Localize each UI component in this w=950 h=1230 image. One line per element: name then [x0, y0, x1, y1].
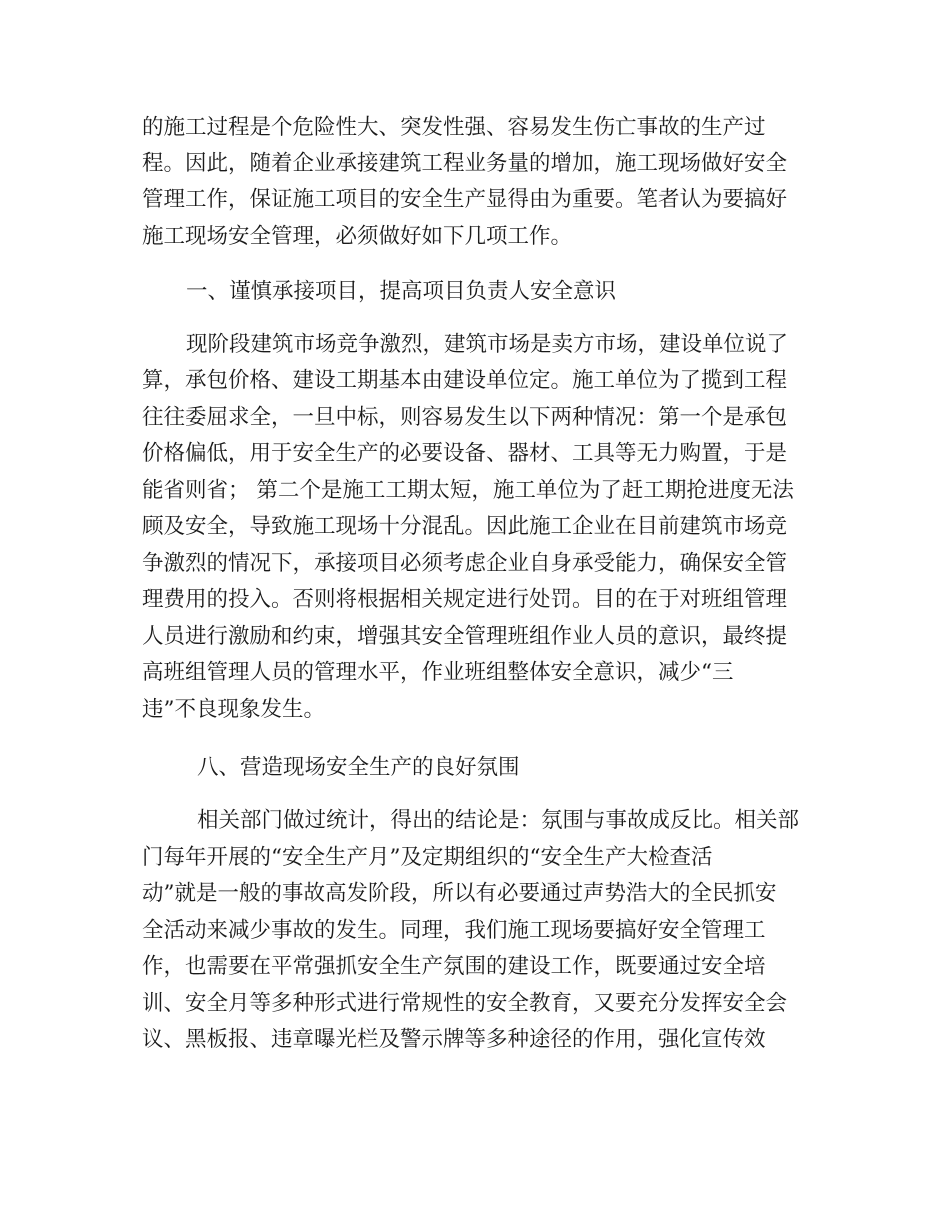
paragraph-3-line-1: 相关部门做过统计，得出的结论是：氛围与事故成反比。相关部: [197, 808, 800, 833]
paragraph-1-line-3: 管理工作，保证施工项目的安全生产显得由为重要。笔者认为要搞好: [142, 187, 788, 212]
paragraph-2-line-3: 往往委屈求全，一旦中标，则容易发生以下两种情况：第一个是承包: [142, 405, 788, 430]
paragraph-3-line-6: 训、安全月等多种形式进行常规性的安全教育，又要充分发挥安全会: [142, 991, 788, 1016]
paragraph-2-line-4: 价格偏低，用于安全生产的必要设备、器材、工具等无力购置，于是: [142, 441, 788, 466]
paragraph-1-line-4: 施工现场安全管理，必须做好如下几项工作。: [142, 224, 573, 249]
paragraph-2-line-6: 顾及安全，导致施工现场十分混乱。因此施工企业在目前建筑市场竞: [142, 514, 788, 539]
paragraph-1-line-1: 的施工过程是个危险性大、突发性强、容易发生伤亡事故的生产过: [142, 115, 766, 140]
paragraph-2-line-5: 能省则省； 第二个是施工工期太短，施工单位为了赶工期抢进度无法: [142, 478, 794, 503]
paragraph-2-line-10: 高班组管理人员的管理水平，作业班组整体安全意识，减少“三: [142, 660, 734, 685]
paragraph-2-line-9: 人员进行激励和约束，增强其安全管理班组作业人员的意识，最终提: [142, 624, 788, 649]
section-heading-1: 一、谨慎承接项目，提高项目负责人安全意识: [186, 279, 617, 304]
paragraph-3-line-5: 作，也需要在平常强抓安全生产氛围的建设工作，既要通过安全培: [142, 954, 766, 979]
paragraph-3-line-2: 门每年开展的“安全生产月”及定期组织的“安全生产大检查活: [142, 845, 713, 870]
paragraph-3-line-4: 全活动来减少事故的发生。同理，我们施工现场要搞好安全管理工: [142, 918, 766, 943]
paragraph-2-line-7: 争激烈的情况下，承接项目必须考虑企业自身承受能力，确保安全管: [142, 551, 788, 576]
paragraph-2-line-2: 算，承包价格、建设工期基本由建设单位定。施工单位为了揽到工程: [142, 368, 788, 393]
paragraph-1-line-2: 程。因此，随着企业承接建筑工程业务量的增加，施工现场做好安全: [142, 151, 788, 176]
paragraph-2-line-11: 违”不良现象发生。: [142, 697, 325, 722]
paragraph-2-line-8: 理费用的投入。否则将根据相关规定进行处罚。目的在于对班组管理: [142, 587, 788, 612]
paragraph-3-line-3: 动”就是一般的事故高发阶段，所以有必要通过声势浩大的全民抓安: [142, 881, 777, 906]
section-heading-8: 八、营造现场安全生产的良好氛围: [197, 755, 520, 780]
paragraph-3-line-7: 议、黑板报、违章曝光栏及警示牌等多种途径的作用，强化宣传效: [142, 1027, 766, 1052]
paragraph-2-line-1: 现阶段建筑市场竞争激烈，建筑市场是卖方市场，建设单位说了: [186, 332, 789, 357]
